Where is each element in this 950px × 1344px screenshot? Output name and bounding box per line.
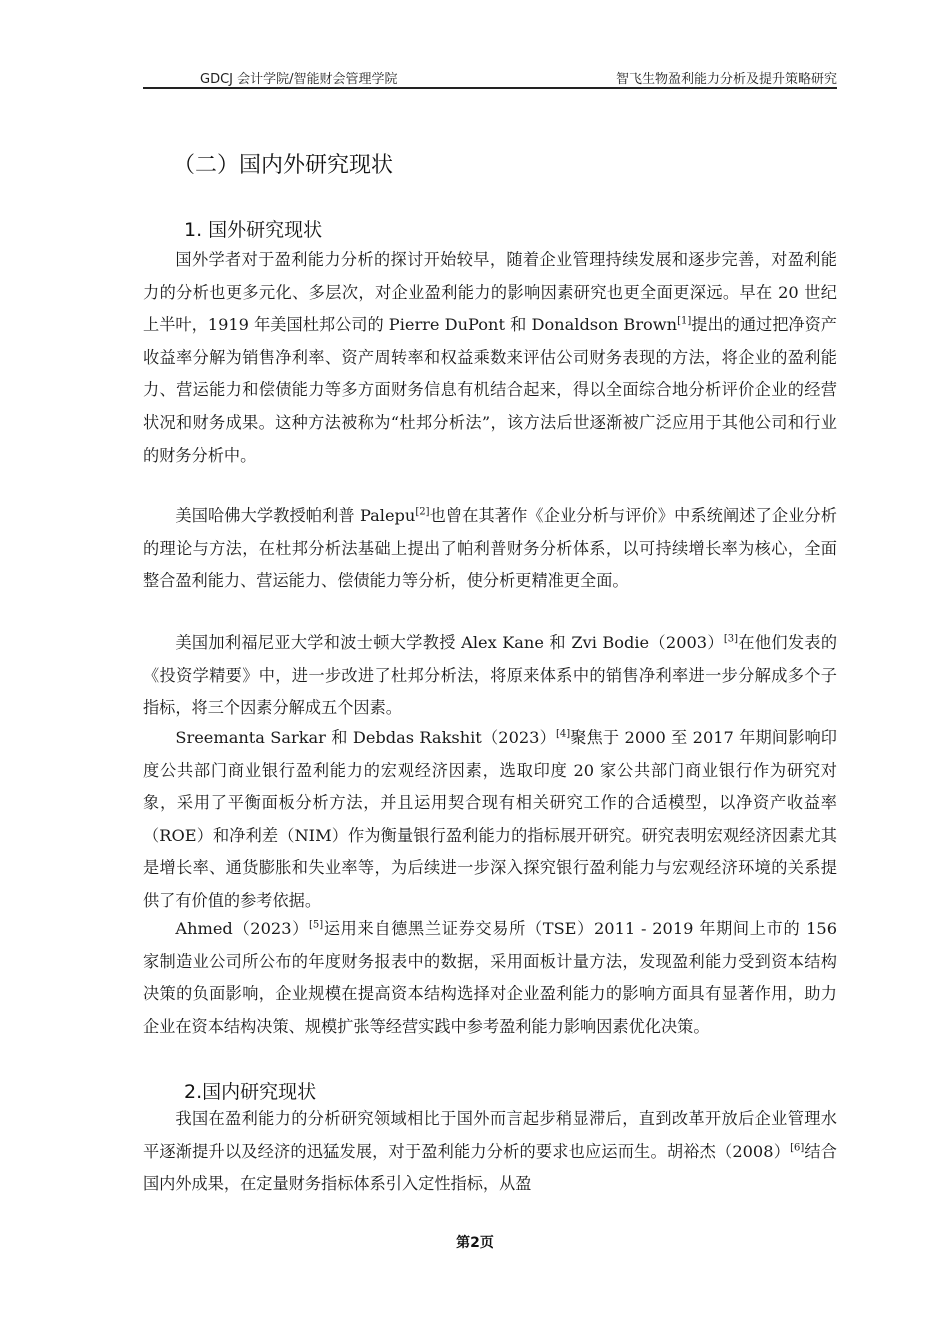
paragraph-text: 美国哈佛大学教授帕利普 Palepu	[175, 506, 416, 525]
paragraph-text: 我国在盈利能力的分析研究领域相比于国外而言起步稍显滞后，直到改革开放后企业管理水平逐渐提升以及经济的迅猛发展，对于盈利能力分析的要求也应运而生。胡裕杰（2008）	[143, 1109, 837, 1161]
header-thesis-title: 智飞生物盈利能力分析及提升策略研究	[615, 72, 837, 87]
page-number: 第2页	[456, 1235, 494, 1251]
section-title: （二）国内外研究现状	[173, 153, 394, 178]
paragraph-text: 国外学者对于盈利能力分析的探讨开始较早，随着企业管理持续发展和逐步完善，对盈利能力的分析也更多元化、多层次，对企业盈利能力的影响因素研究也更全面更深远。早在 20 世纪上半叶，1919 年美国杜邦公司的 Pierre DuPont 和 Donaldson Brown	[143, 250, 837, 335]
paragraph-domestic	[143, 1103, 837, 1201]
paragraph-dupont	[143, 244, 837, 472]
citation-ref: [1]	[677, 315, 692, 327]
subsection-title-domestic: 2.国内研究现状	[184, 1081, 317, 1103]
citation-ref: [3]	[723, 633, 739, 645]
paragraph-text: 聚焦于 2000 至 2017 年期间影响印度公共部门商业银行盈利能力的宏观经济因素，选取印度 20 家公共部门商业银行作为研究对象，采用了平衡面板分析方法，并且运用契合现有相关研究工作的合适模型，以净资产收益率（ROE）和净利差（NIM）作为衡量银行盈利能力的指标展开研究。研究表明宏观经济因素尤其是增长率、通货膨胀和失业率等，为后续进一步深入探究银行盈利能力与宏观经济环境的关系提供了有价值的参考依据。	[143, 728, 837, 910]
paragraph-text: 提出的通过把净资产收益率分解为销售净利率、资产周转率和权益乘数来评估公司财务表现的方法，将企业的盈利能力、营运能力和偿债能力等多方面财务信息有机结合起来，得以全面综合地分析评价企业的经营状况和财务成果。这种方法被称为“杜邦分析法”，该方法后世逐渐被广泛应用于其他公司和行业的财务分析中。	[143, 315, 837, 465]
paragraph-text: 在他们发表的《投资学精要》中，进一步改进了杜邦分析法，将原来体系中的销售净利率进一步分解成多个子指标，将三个因素分解成五个因素。	[143, 633, 838, 718]
citation-ref: [2]	[415, 506, 430, 518]
subsection-title-foreign: 1. 国外研究现状	[184, 219, 323, 241]
paragraph-text: 运用来自德黑兰证券交易所（TSE）2011 - 2019 年期间上市的 156 家制造业公司所公布的年度财务报表中的数据，采用面板计量方法，发现盈利能力受到资本结构决策的负面影响，企业规模在提高资本结构选择对企业盈利能力的影响方面具有显著作用，助力企业在资本结构决策、规模扩张等经营实践中参考盈利能力影响因素优化决策。	[143, 919, 837, 1036]
page-header	[143, 66, 837, 86]
paragraph-text: Sreemanta Sarkar 和 Debdas Rakshit（2023）	[175, 728, 556, 747]
paragraph-ahmed	[143, 913, 837, 1043]
citation-ref: [4]	[555, 728, 571, 740]
header-institution: GDCJ 会计学院/智能财会管理学院	[200, 72, 398, 87]
paragraph-text: 也曾在其著作《企业分析与评价》中系统阐述了企业分析的理论与方法，在杜邦分析法基础上提出了帕利普财务分析体系，以可持续增长率为核心，全面整合盈利能力、营运能力、偿债能力等分析，使分析更精准更全面。	[143, 506, 837, 591]
paragraph-kane-bodie	[143, 627, 837, 725]
paragraph-text: 美国加利福尼亚大学和波士顿大学教授 Alex Kane 和 Zvi Bodie（2003）	[175, 633, 724, 652]
paragraph-text: 结合国内外成果，在定量财务指标体系引入定性指标，从盈	[143, 1141, 837, 1194]
paragraph-sarkar-rakshit	[143, 722, 837, 918]
citation-ref: [6]	[790, 1142, 805, 1154]
header-divider	[143, 87, 837, 89]
paragraph-text: Ahmed（2023）	[175, 919, 309, 938]
citation-ref: [5]	[309, 919, 324, 931]
paragraph-palepu	[143, 500, 837, 598]
